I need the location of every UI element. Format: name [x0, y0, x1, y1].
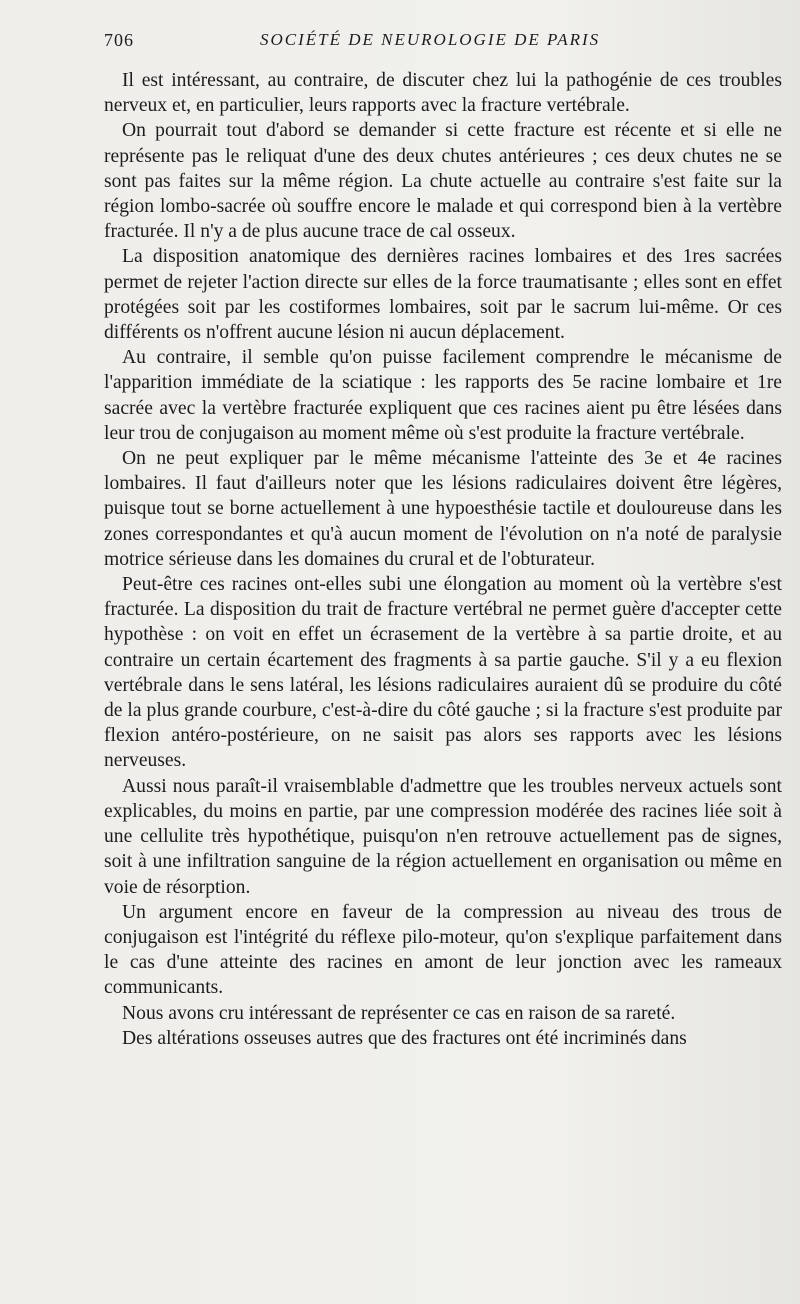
- body-text: [104, 68, 782, 1051]
- page-header: [104, 30, 784, 56]
- page-number: 706: [104, 30, 134, 50]
- paragraph: Aussi nous paraît-il vraisemblable d'admettre que les troubles nerveux actuels sont explicables, du moins en partie, par une compression modérée des racines liée soit à une cellulite très hypothétique, puisqu'on n'en retrouve actuellement pas de signes, soit à une infiltration sanguine de la région actuellement en organisation ou même en voie de résorption.: [104, 775, 782, 898]
- paragraph: La disposition anatomique des dernières racines lombaires et des 1res sacrées permet de rejeter l'action directe sur elles de la force traumatisante ; elles sont en effet protégées soit par les costiformes lombaires, soit par le sacrum lui-même. Or ces différents os n'offrent aucune lésion ni aucun déplacement.: [104, 246, 782, 344]
- paragraph: Peut-être ces racines ont-elles subi une élongation au moment où la vertèbre s'est fracturée. La disposition du trait de fracture vertébral ne permet guère d'accepter cette hypothèse : on voit en effet un écrasement de la vertèbre à sa partie droite, et au contraire un certain écartement des fragments à sa partie gauche. S'il y a eu flexion vertébrale dans le sens latéral, les lésions radiculaires auraient dû se produire du côté de la plus grande courbure, c'est-à-dire du côté gauche ; si la fracture s'est produite par flexion antéro-postérieure, on ne saisit pas alors ses rapports avec les lésions nerveuses.: [104, 574, 782, 772]
- paragraph: Un argument encore en faveur de la compression au niveau des trous de conjugaison est l'intégrité du réflexe pilo-moteur, qu'on s'explique parfaitement dans le cas d'une atteinte des racines en amont de leur jonction avec les rameaux communicants.: [104, 901, 782, 999]
- paragraph: On ne peut expliquer par le même mécanisme l'atteinte des 3e et 4e racines lombaires. Il faut d'ailleurs noter que les lésions radiculaires doivent être légères, puisque tout se borne actuellement à une hypoesthésie tactile et douloureuse dans les zones correspondantes et qu'à aucun moment de l'évolution on n'a noté de paralysie motrice sérieuse dans les domaines du crural et de l'obturateur.: [104, 448, 782, 570]
- paragraph: Au contraire, il semble qu'on puisse facilement comprendre le mécanisme de l'apparition immédiate de la sciatique : les rapports des 5e racine lombaire et 1re sacrée avec la vertèbre fracturée expliquent que ces racines aient pu être lésées dans leur trou de conjugaison au moment même où s'est produite la fracture vertébrale.: [104, 347, 782, 444]
- paragraph: Il est intéressant, au contraire, de discuter chez lui la pathogénie de ces troubles nerveux et, en particulier, leurs rapports avec la fracture vertébrale.: [104, 70, 782, 117]
- running-title: SOCIÉTÉ DE NEUROLOGIE DE PARIS: [260, 30, 601, 49]
- paragraph: On pourrait tout d'abord se demander si cette fracture est récente et si elle ne représente pas le reliquat d'une des deux chutes antérieures ; ces deux chutes ne se sont pas faites sur la même région. La chute actuelle au contraire s'est faite sur la région lombo-sacrée où souffre encore le malade et qui correspond bien à la vertèbre fracturée. Il n'y a de plus aucune trace de cal osseux.: [104, 120, 782, 243]
- paragraph: Des altérations osseuses autres que des fractures ont été incriminés dans: [122, 1027, 687, 1049]
- paragraph: Nous avons cru intéressant de représenter ce cas en raison de sa rareté.: [122, 1002, 676, 1024]
